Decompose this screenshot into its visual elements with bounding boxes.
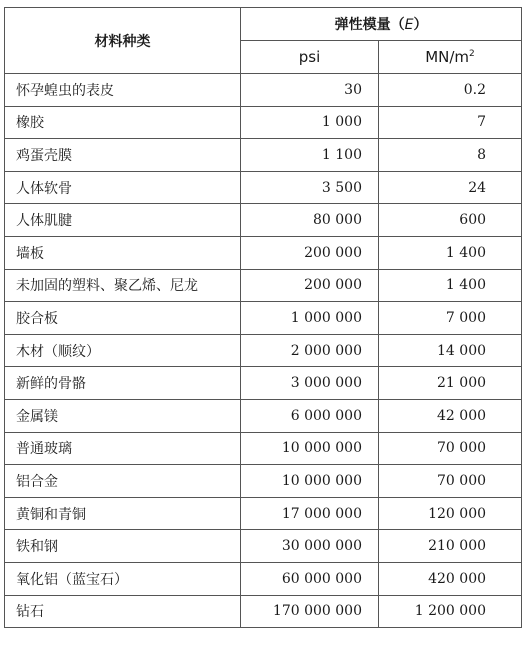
table-row [5,595,522,628]
material-cell: 未加固的塑料、聚乙烯、尼龙 [5,269,241,302]
mn-cell: 600 [379,204,522,237]
table-row [5,465,522,498]
material-cell: 铁和钢 [5,530,241,563]
psi-cell: 200 000 [241,269,379,302]
table-row [5,171,522,204]
material-cell: 人体软骨 [5,171,241,204]
modulus-header-prefix: 弹性模量（ [334,17,405,33]
psi-cell: 1 000 000 [241,302,379,335]
material-cell: 金属镁 [5,399,241,432]
mn-cell: 120 000 [379,497,522,530]
psi-cell: 80 000 [241,204,379,237]
elastic-modulus-table [4,7,522,628]
psi-cell: 3 500 [241,171,379,204]
material-cell: 铝合金 [5,465,241,498]
modulus-symbol: E [404,17,414,33]
mn-cell: 420 000 [379,562,522,595]
material-cell: 怀孕蝗虫的表皮 [5,74,241,107]
table-row [5,106,522,139]
material-cell: 墙板 [5,236,241,269]
mn-cell: 7 [379,106,522,139]
psi-cell: 30 [241,74,379,107]
table-row [5,367,522,400]
material-cell: 钻石 [5,595,241,628]
table-row [5,399,522,432]
table-row [5,562,522,595]
psi-cell: 2 000 000 [241,334,379,367]
mn-cell: 14 000 [379,334,522,367]
material-cell: 人体肌腱 [5,204,241,237]
mn-cell: 1 200 000 [379,595,522,628]
table-row [5,236,522,269]
psi-cell: 1 100 [241,139,379,172]
table-row [5,139,522,172]
material-cell: 橡胶 [5,106,241,139]
psi-cell: 6 000 000 [241,399,379,432]
table-row [5,497,522,530]
material-cell: 普通玻璃 [5,432,241,465]
mn-unit-exponent: 2 [469,49,475,59]
table-row [5,530,522,563]
material-cell: 木材（顺纹） [5,334,241,367]
header-row-1 [5,8,522,41]
mn-header [379,41,522,74]
table-row [5,334,522,367]
mn-cell: 42 000 [379,399,522,432]
mn-cell: 70 000 [379,432,522,465]
psi-cell: 60 000 000 [241,562,379,595]
mn-cell: 0.2 [379,74,522,107]
material-cell: 黄铜和青铜 [5,497,241,530]
mn-cell: 21 000 [379,367,522,400]
table-row [5,302,522,335]
mn-cell: 8 [379,139,522,172]
table-body [5,74,522,628]
psi-cell: 30 000 000 [241,530,379,563]
modulus-header-suffix: ） [413,17,428,33]
psi-cell: 10 000 000 [241,465,379,498]
mn-cell: 1 400 [379,236,522,269]
table-row [5,269,522,302]
psi-cell: 10 000 000 [241,432,379,465]
material-cell: 新鲜的骨骼 [5,367,241,400]
modulus-header [241,8,522,41]
psi-header: psi [241,41,379,74]
mn-cell: 70 000 [379,465,522,498]
psi-cell: 1 000 [241,106,379,139]
table-row [5,204,522,237]
psi-cell: 200 000 [241,236,379,269]
material-header: 材料种类 [5,8,241,74]
mn-unit-base: MN/m [425,48,470,66]
table-row [5,432,522,465]
mn-cell: 7 000 [379,302,522,335]
material-cell: 胶合板 [5,302,241,335]
psi-cell: 170 000 000 [241,595,379,628]
mn-cell: 1 400 [379,269,522,302]
psi-cell: 17 000 000 [241,497,379,530]
psi-cell: 3 000 000 [241,367,379,400]
material-cell: 氧化铝（蓝宝石） [5,562,241,595]
mn-cell: 24 [379,171,522,204]
material-cell: 鸡蛋壳膜 [5,139,241,172]
table-row [5,74,522,107]
mn-cell: 210 000 [379,530,522,563]
